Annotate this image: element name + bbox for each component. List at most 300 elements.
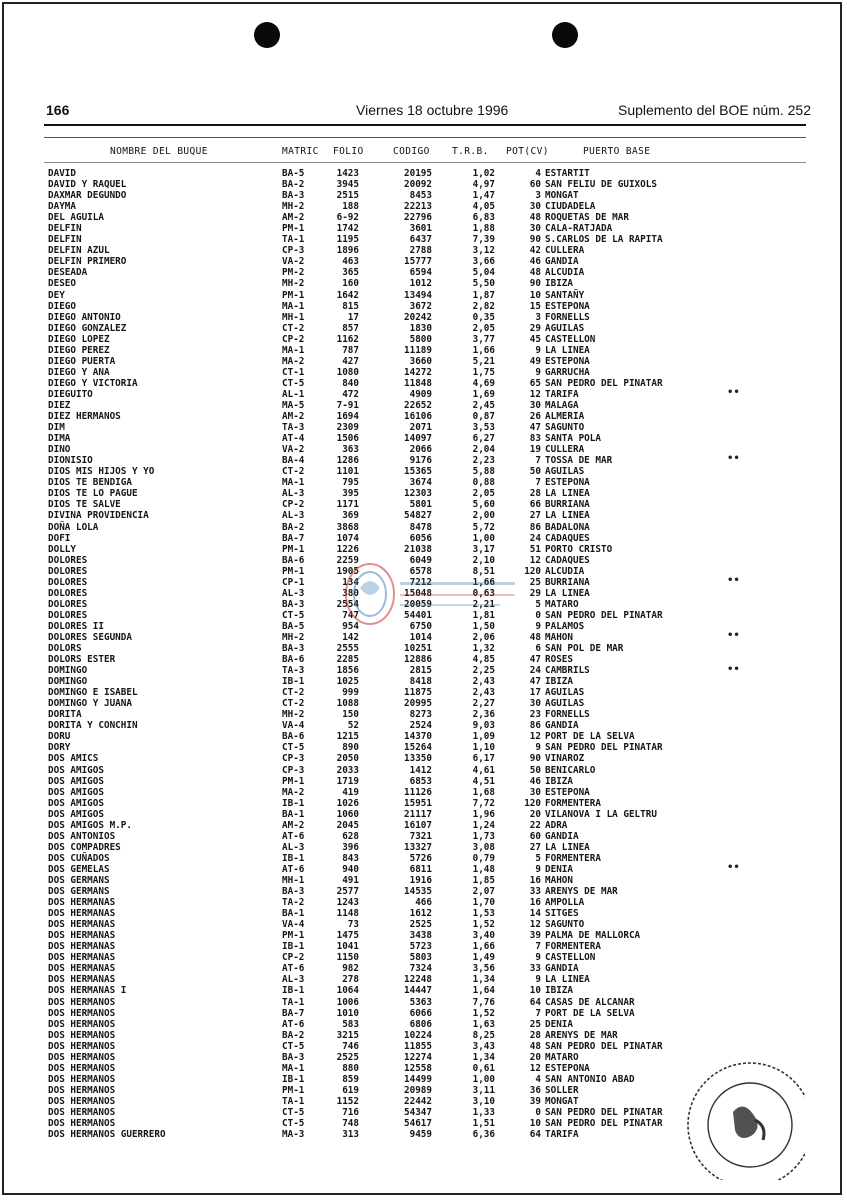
- cell-trb: 8,25: [472, 1029, 495, 1041]
- cell-mat: MH-2: [282, 201, 305, 213]
- cell-cod: 2815: [409, 665, 432, 677]
- cell-puerto: SAN PEDRO DEL PINATAR: [545, 1040, 663, 1052]
- cell-folio: 395: [342, 488, 359, 500]
- table-column-headers: [0, 146, 847, 160]
- table-row: [0, 709, 847, 720]
- cell-folio: 628: [342, 830, 359, 842]
- cell-trb: 1,34: [472, 974, 495, 986]
- cell-puerto: ESTEPONA: [545, 355, 590, 367]
- cell-trb: 6,27: [472, 433, 495, 445]
- cell-puerto: FORMENTERA: [545, 941, 601, 953]
- cell-mat: VA-2: [282, 444, 305, 456]
- cell-pot: 48: [529, 267, 541, 279]
- table-row: [0, 963, 847, 974]
- cell-puerto: VINAROZ: [545, 753, 585, 765]
- table-row: [0, 930, 847, 941]
- cell-pot: 12: [529, 919, 541, 931]
- cell-cod: 6049: [409, 554, 432, 566]
- cell-trb: 0,88: [472, 477, 495, 489]
- cell-mat: CT-5: [282, 1040, 305, 1052]
- cell-folio: 419: [342, 786, 359, 798]
- cell-pot: 3: [535, 311, 541, 323]
- cell-name: DIEZ: [48, 399, 71, 411]
- cell-cod: 15951: [404, 797, 432, 809]
- cell-name: DORY: [48, 742, 71, 754]
- cell-name: DOS HERMANOS: [48, 1062, 116, 1074]
- cell-folio: 890: [342, 742, 359, 754]
- cell-name: DOS HERMANAS: [48, 919, 116, 931]
- table-row: [0, 533, 847, 544]
- cell-mat: AL-3: [282, 587, 305, 599]
- cell-folio: 2050: [336, 753, 359, 765]
- cell-pot: 0: [535, 1106, 541, 1118]
- cell-trb: 5,88: [472, 466, 495, 478]
- cell-name: DOS AMIGOS M.P.: [48, 819, 132, 831]
- cell-cod: 12274: [404, 1051, 432, 1063]
- cell-pot: 64: [529, 1129, 541, 1141]
- cell-folio: 1742: [336, 223, 359, 235]
- cell-pot: 47: [529, 654, 541, 666]
- cell-puerto: AGUILAS: [545, 322, 585, 334]
- cell-trb: 1,02: [472, 168, 495, 179]
- cell-name: DOLORES SEGUNDA: [48, 631, 132, 643]
- table-row: [0, 853, 847, 864]
- cell-cod: 3601: [409, 223, 432, 235]
- cell-pot: 30: [529, 698, 541, 710]
- cell-puerto: SAN PEDRO DEL PINATAR: [545, 609, 663, 621]
- cell-folio: 747: [342, 609, 359, 621]
- cell-folio: 380: [342, 587, 359, 599]
- cell-trb: 1,00: [472, 1073, 495, 1085]
- cell-folio: 2525: [336, 1051, 359, 1063]
- issue-date: Viernes 18 octubre 1996: [356, 102, 509, 118]
- cell-cod: 10251: [404, 643, 432, 655]
- cell-pot: 86: [529, 521, 541, 533]
- cell-pot: 42: [529, 245, 541, 257]
- table-row: [0, 190, 847, 201]
- cell-cod: 16106: [404, 411, 432, 423]
- cell-trb: 5,21: [472, 355, 495, 367]
- col-pot-header: POT(CV): [506, 146, 549, 157]
- cell-folio: 6-92: [336, 212, 359, 224]
- table-row: [0, 798, 847, 809]
- cell-cod: 6578: [409, 565, 432, 577]
- cell-puerto: CAMBRILS: [545, 665, 590, 677]
- cell-name: DOLORES: [48, 609, 88, 621]
- cell-folio: 843: [342, 852, 359, 864]
- table-row: [0, 665, 847, 676]
- cell-trb: 1,09: [472, 731, 495, 743]
- cell-name: DOMINGO: [48, 676, 88, 688]
- cell-name: DOS HERMANAS: [48, 930, 116, 942]
- cell-folio: 2045: [336, 819, 359, 831]
- cell-pot: 28: [529, 1029, 541, 1041]
- cell-cod: 11855: [404, 1040, 432, 1052]
- cell-mat: AT-6: [282, 863, 305, 875]
- cell-cod: 20242: [404, 311, 432, 323]
- cell-folio: 583: [342, 1018, 359, 1030]
- cell-cod: 5363: [409, 996, 432, 1008]
- cell-pot: 16: [529, 897, 541, 909]
- cell-mat: VA-2: [282, 256, 305, 268]
- cell-trb: 5,50: [472, 278, 495, 290]
- cell-puerto: FORNELLS: [545, 709, 590, 721]
- table-row: [0, 444, 847, 455]
- cell-puerto: AMPOLLA: [545, 897, 585, 909]
- table-row: [0, 278, 847, 289]
- cell-puerto: MALAGA: [545, 399, 579, 411]
- cell-trb: 7,76: [472, 996, 495, 1008]
- cell-folio: 1162: [336, 333, 359, 345]
- table-row: [0, 334, 847, 345]
- col-folio-header: FOLIO: [333, 146, 364, 157]
- cell-puerto: BENICARLO: [545, 764, 596, 776]
- cell-pot: 39: [529, 1095, 541, 1107]
- cell-pot: 46: [529, 775, 541, 787]
- cell-mat: MA-1: [282, 300, 305, 312]
- cell-mat: PM-1: [282, 930, 305, 942]
- cell-trb: 1,96: [472, 808, 495, 820]
- cell-mat: TA-2: [282, 897, 305, 909]
- cell-cod: 1412: [409, 764, 432, 776]
- cell-puerto: SAN PEDRO DEL PINATAR: [545, 1106, 663, 1118]
- cell-puerto: DENIA: [545, 1018, 573, 1030]
- page-number: 166: [46, 102, 70, 118]
- cell-name: DELFIN: [48, 234, 82, 246]
- cell-pot: 30: [529, 786, 541, 798]
- cell-mat: AM-2: [282, 819, 305, 831]
- cell-puerto: MATARO: [545, 598, 579, 610]
- cell-pot: 25: [529, 1018, 541, 1030]
- cell-puerto: SAN PEDRO DEL PINATAR: [545, 742, 663, 754]
- cell-trb: 1,53: [472, 908, 495, 920]
- cell-pot: 90: [529, 234, 541, 246]
- cell-cod: 22213: [404, 201, 432, 213]
- cell-cod: 15777: [404, 256, 432, 268]
- cell-mat: MH-2: [282, 278, 305, 290]
- cell-folio: 1195: [336, 234, 359, 246]
- cell-puerto: S.CARLOS DE LA RAPITA: [545, 234, 663, 246]
- cell-puerto: TOSSA DE MAR: [545, 455, 613, 467]
- cell-mat: CT-5: [282, 742, 305, 754]
- cell-mat: MA-2: [282, 786, 305, 798]
- cell-mat: BA-3: [282, 886, 305, 898]
- cell-folio: 188: [342, 201, 359, 213]
- cell-folio: 472: [342, 388, 359, 400]
- cell-trb: 2,07: [472, 886, 495, 898]
- table-row: [0, 168, 847, 179]
- cell-trb: 1,32: [472, 643, 495, 655]
- cell-mat: MH-2: [282, 631, 305, 643]
- cell-mat: AT-6: [282, 1018, 305, 1030]
- cell-puerto: PALMA DE MALLORCA: [545, 930, 641, 942]
- cell-puerto: FORMENTERA: [545, 797, 601, 809]
- table-row: [0, 698, 847, 709]
- cell-puerto: ADRA: [545, 819, 568, 831]
- cell-folio: 795: [342, 477, 359, 489]
- cell-trb: 3,11: [472, 1084, 495, 1096]
- cell-pot: 66: [529, 499, 541, 511]
- cell-pot: 50: [529, 764, 541, 776]
- cell-pot: 60: [529, 179, 541, 191]
- cell-name: DIEGO: [48, 300, 76, 312]
- cell-name: DIEGO LOPEZ: [48, 333, 110, 345]
- cell-cod: 7324: [409, 963, 432, 975]
- cell-name: DOS HERMANOS: [48, 1018, 116, 1030]
- table-row: [0, 776, 847, 787]
- cell-cod: 2071: [409, 422, 432, 434]
- cell-folio: 787: [342, 344, 359, 356]
- cell-mat: CP-2: [282, 499, 305, 511]
- table-row: [0, 997, 847, 1008]
- cell-trb: 4,69: [472, 377, 495, 389]
- cell-folio: 857: [342, 322, 359, 334]
- cell-trb: 4,51: [472, 775, 495, 787]
- watermark-seal: [330, 558, 520, 630]
- cell-cod: 3438: [409, 930, 432, 942]
- cell-cod: 1830: [409, 322, 432, 334]
- cell-cod: 1012: [409, 278, 432, 290]
- cell-trb: 3,43: [472, 1040, 495, 1052]
- col-puerto-header: PUERTO BASE: [583, 146, 651, 157]
- cell-folio: 1064: [336, 985, 359, 997]
- cell-mat: BA-1: [282, 908, 305, 920]
- margin-mark: ••: [727, 664, 740, 675]
- cell-name: DOS HERMANAS: [48, 941, 116, 953]
- cell-folio: 1475: [336, 930, 359, 942]
- cell-mat: BA-7: [282, 1007, 305, 1019]
- cell-name: DAVID Y RAQUEL: [48, 179, 127, 191]
- table-row: [0, 201, 847, 212]
- cell-pot: 48: [529, 212, 541, 224]
- cell-pot: 17: [529, 687, 541, 699]
- cell-mat: CT-2: [282, 698, 305, 710]
- cell-puerto: AGUILAS: [545, 687, 585, 699]
- cell-cod: 6056: [409, 532, 432, 544]
- cell-cod: 2525: [409, 919, 432, 931]
- cell-puerto: SANTAÑY: [545, 289, 585, 301]
- cell-name: DOS HERMANOS: [48, 1095, 116, 1107]
- header-rule: [44, 124, 806, 126]
- cell-name: DOS HERMANAS: [48, 974, 116, 986]
- cell-pot: 36: [529, 1084, 541, 1096]
- cell-folio: 1060: [336, 808, 359, 820]
- cell-trb: 2,25: [472, 665, 495, 677]
- cell-cod: 1612: [409, 908, 432, 920]
- cell-trb: 6,36: [472, 1129, 495, 1141]
- cell-mat: PM-1: [282, 1084, 305, 1096]
- cell-name: DOS ANTONIOS: [48, 830, 116, 842]
- cell-trb: 2,00: [472, 510, 495, 522]
- cell-puerto: MONGAT: [545, 190, 579, 202]
- cell-trb: 8,51: [472, 565, 495, 577]
- table-row: [0, 411, 847, 422]
- cell-name: DELFIN AZUL: [48, 245, 110, 257]
- cell-folio: 134: [342, 576, 359, 588]
- cell-folio: 2309: [336, 422, 359, 434]
- table-row: [0, 522, 847, 533]
- cell-trb: 1,24: [472, 819, 495, 831]
- cell-cod: 9459: [409, 1129, 432, 1141]
- cell-name: DOS HERMANOS: [48, 1073, 116, 1085]
- cell-pot: 10: [529, 1118, 541, 1130]
- cell-puerto: CASAS DE ALCANAR: [545, 996, 635, 1008]
- cell-cod: 6811: [409, 863, 432, 875]
- table-row: [0, 720, 847, 731]
- table-row: [0, 908, 847, 919]
- cell-mat: CT-2: [282, 466, 305, 478]
- cell-name: DOS CUÑADOS: [48, 852, 110, 864]
- cell-puerto: PORT DE LA SELVA: [545, 731, 635, 743]
- cell-name: DIOS TE SALVE: [48, 499, 121, 511]
- cell-puerto: MAHON: [545, 631, 573, 643]
- cell-trb: 3,17: [472, 543, 495, 555]
- cell-pot: 5: [535, 852, 541, 864]
- cell-mat: PM-1: [282, 565, 305, 577]
- table-row: [0, 389, 847, 400]
- cell-name: DOLORES: [48, 598, 88, 610]
- cell-mat: MA-1: [282, 344, 305, 356]
- cell-folio: 954: [342, 620, 359, 632]
- cell-cod: 3660: [409, 355, 432, 367]
- cell-folio: 1243: [336, 897, 359, 909]
- cell-trb: 5,72: [472, 521, 495, 533]
- table-row: [0, 1019, 847, 1030]
- cell-pot: 46: [529, 256, 541, 268]
- cell-name: DOS HERMANAS: [48, 908, 116, 920]
- cell-name: DIEGO ANTONIO: [48, 311, 121, 323]
- cell-trb: 1,70: [472, 897, 495, 909]
- cell-cod: 11189: [404, 344, 432, 356]
- cell-pot: 12: [529, 554, 541, 566]
- cell-name: DORU: [48, 731, 71, 743]
- cell-name: DIEGO Y VICTORIA: [48, 377, 138, 389]
- cell-name: DOS HERMANOS: [48, 1106, 116, 1118]
- cell-trb: 0,61: [472, 1062, 495, 1074]
- cell-puerto: GANDIA: [545, 963, 579, 975]
- cell-trb: 3,53: [472, 422, 495, 434]
- cell-pot: 33: [529, 963, 541, 975]
- cell-puerto: FORNELLS: [545, 311, 590, 323]
- table-row: [0, 455, 847, 466]
- cell-pot: 15: [529, 300, 541, 312]
- cell-name: DOLORES: [48, 565, 88, 577]
- cell-mat: PM-1: [282, 289, 305, 301]
- cell-trb: 1,66: [472, 941, 495, 953]
- table-row: [0, 378, 847, 389]
- cell-trb: 2,04: [472, 444, 495, 456]
- cell-folio: 1226: [336, 543, 359, 555]
- cell-cod: 7321: [409, 830, 432, 842]
- cell-folio: 619: [342, 1084, 359, 1096]
- table-row: [0, 952, 847, 963]
- cell-cod: 1916: [409, 875, 432, 886]
- cell-trb: 1,47: [472, 190, 495, 202]
- cell-trb: 1,52: [472, 919, 495, 931]
- cell-pot: 14: [529, 908, 541, 920]
- cell-mat: BA-5: [282, 168, 305, 179]
- table-row: [0, 676, 847, 687]
- cell-cod: 20059: [404, 598, 432, 610]
- cell-cod: 3674: [409, 477, 432, 489]
- cell-trb: 2,06: [472, 631, 495, 643]
- cell-mat: MA-2: [282, 355, 305, 367]
- cell-puerto: ALMERIA: [545, 411, 585, 423]
- cell-mat: CT-5: [282, 1106, 305, 1118]
- table-row: [0, 477, 847, 488]
- cell-pot: 9: [535, 344, 541, 356]
- cell-folio: 17: [347, 311, 359, 323]
- cell-puerto: TARIFA: [545, 1129, 579, 1141]
- cell-trb: 1,88: [472, 223, 495, 235]
- cell-pot: 16: [529, 875, 541, 886]
- cell-name: DOS HERMANOS GUERRERO: [48, 1129, 166, 1141]
- cell-trb: 3,10: [472, 1095, 495, 1107]
- table-top-rule: [44, 137, 806, 138]
- cell-folio: 840: [342, 377, 359, 389]
- cell-trb: 1,68: [472, 786, 495, 798]
- cell-pot: 4: [535, 1073, 541, 1085]
- cell-mat: AT-4: [282, 433, 305, 445]
- cell-mat: BA-2: [282, 179, 305, 191]
- cell-puerto: ROSES: [545, 654, 573, 666]
- cell-pot: 9: [535, 366, 541, 378]
- cell-pot: 39: [529, 930, 541, 942]
- cell-cod: 5801: [409, 499, 432, 511]
- cell-cod: 8478: [409, 521, 432, 533]
- col-matric-header: MATRIC: [282, 146, 319, 157]
- cell-name: DELFIN PRIMERO: [48, 256, 127, 268]
- cell-puerto: GANDIA: [545, 256, 579, 268]
- cell-puerto: ARENYS DE MAR: [545, 1029, 618, 1041]
- cell-mat: AT-6: [282, 963, 305, 975]
- table-row: [0, 544, 847, 555]
- cell-cod: 6853: [409, 775, 432, 787]
- cell-cod: 12558: [404, 1062, 432, 1074]
- cell-name: DIEGO PEREZ: [48, 344, 110, 356]
- cell-name: DOS COMPADRES: [48, 841, 121, 853]
- margin-mark: ••: [727, 862, 740, 873]
- cell-puerto: CALA-RATJADA: [545, 223, 613, 235]
- cell-mat: VA-4: [282, 919, 305, 931]
- cell-name: DOS HERMANOS: [48, 1007, 116, 1019]
- cell-folio: 880: [342, 1062, 359, 1074]
- cell-pot: 22: [529, 819, 541, 831]
- cell-puerto: MONGAT: [545, 1095, 579, 1107]
- cell-folio: 1152: [336, 1095, 359, 1107]
- cell-trb: 3,40: [472, 930, 495, 942]
- cell-trb: 3,77: [472, 333, 495, 345]
- cell-name: DOLORES II: [48, 620, 104, 632]
- cell-mat: CP-2: [282, 333, 305, 345]
- cell-cod: 20989: [404, 1084, 432, 1096]
- cell-name: DIEGUITO: [48, 388, 93, 400]
- cell-folio: 463: [342, 256, 359, 268]
- cell-mat: AM-2: [282, 411, 305, 423]
- cell-trb: 2,45: [472, 399, 495, 411]
- cell-cod: 15365: [404, 466, 432, 478]
- cell-name: DIOS MIS HIJOS Y YO: [48, 466, 155, 478]
- table-row: [0, 422, 847, 433]
- cell-name: DIOS TE LO PAGUE: [48, 488, 138, 500]
- cell-mat: IB-1: [282, 852, 305, 864]
- cell-name: DIEZ HERMANOS: [48, 411, 121, 423]
- cell-trb: 0,87: [472, 411, 495, 423]
- cell-folio: 1150: [336, 952, 359, 964]
- cell-trb: 6,83: [472, 212, 495, 224]
- cell-cod: 7212: [409, 576, 432, 588]
- cell-mat: CP-3: [282, 753, 305, 765]
